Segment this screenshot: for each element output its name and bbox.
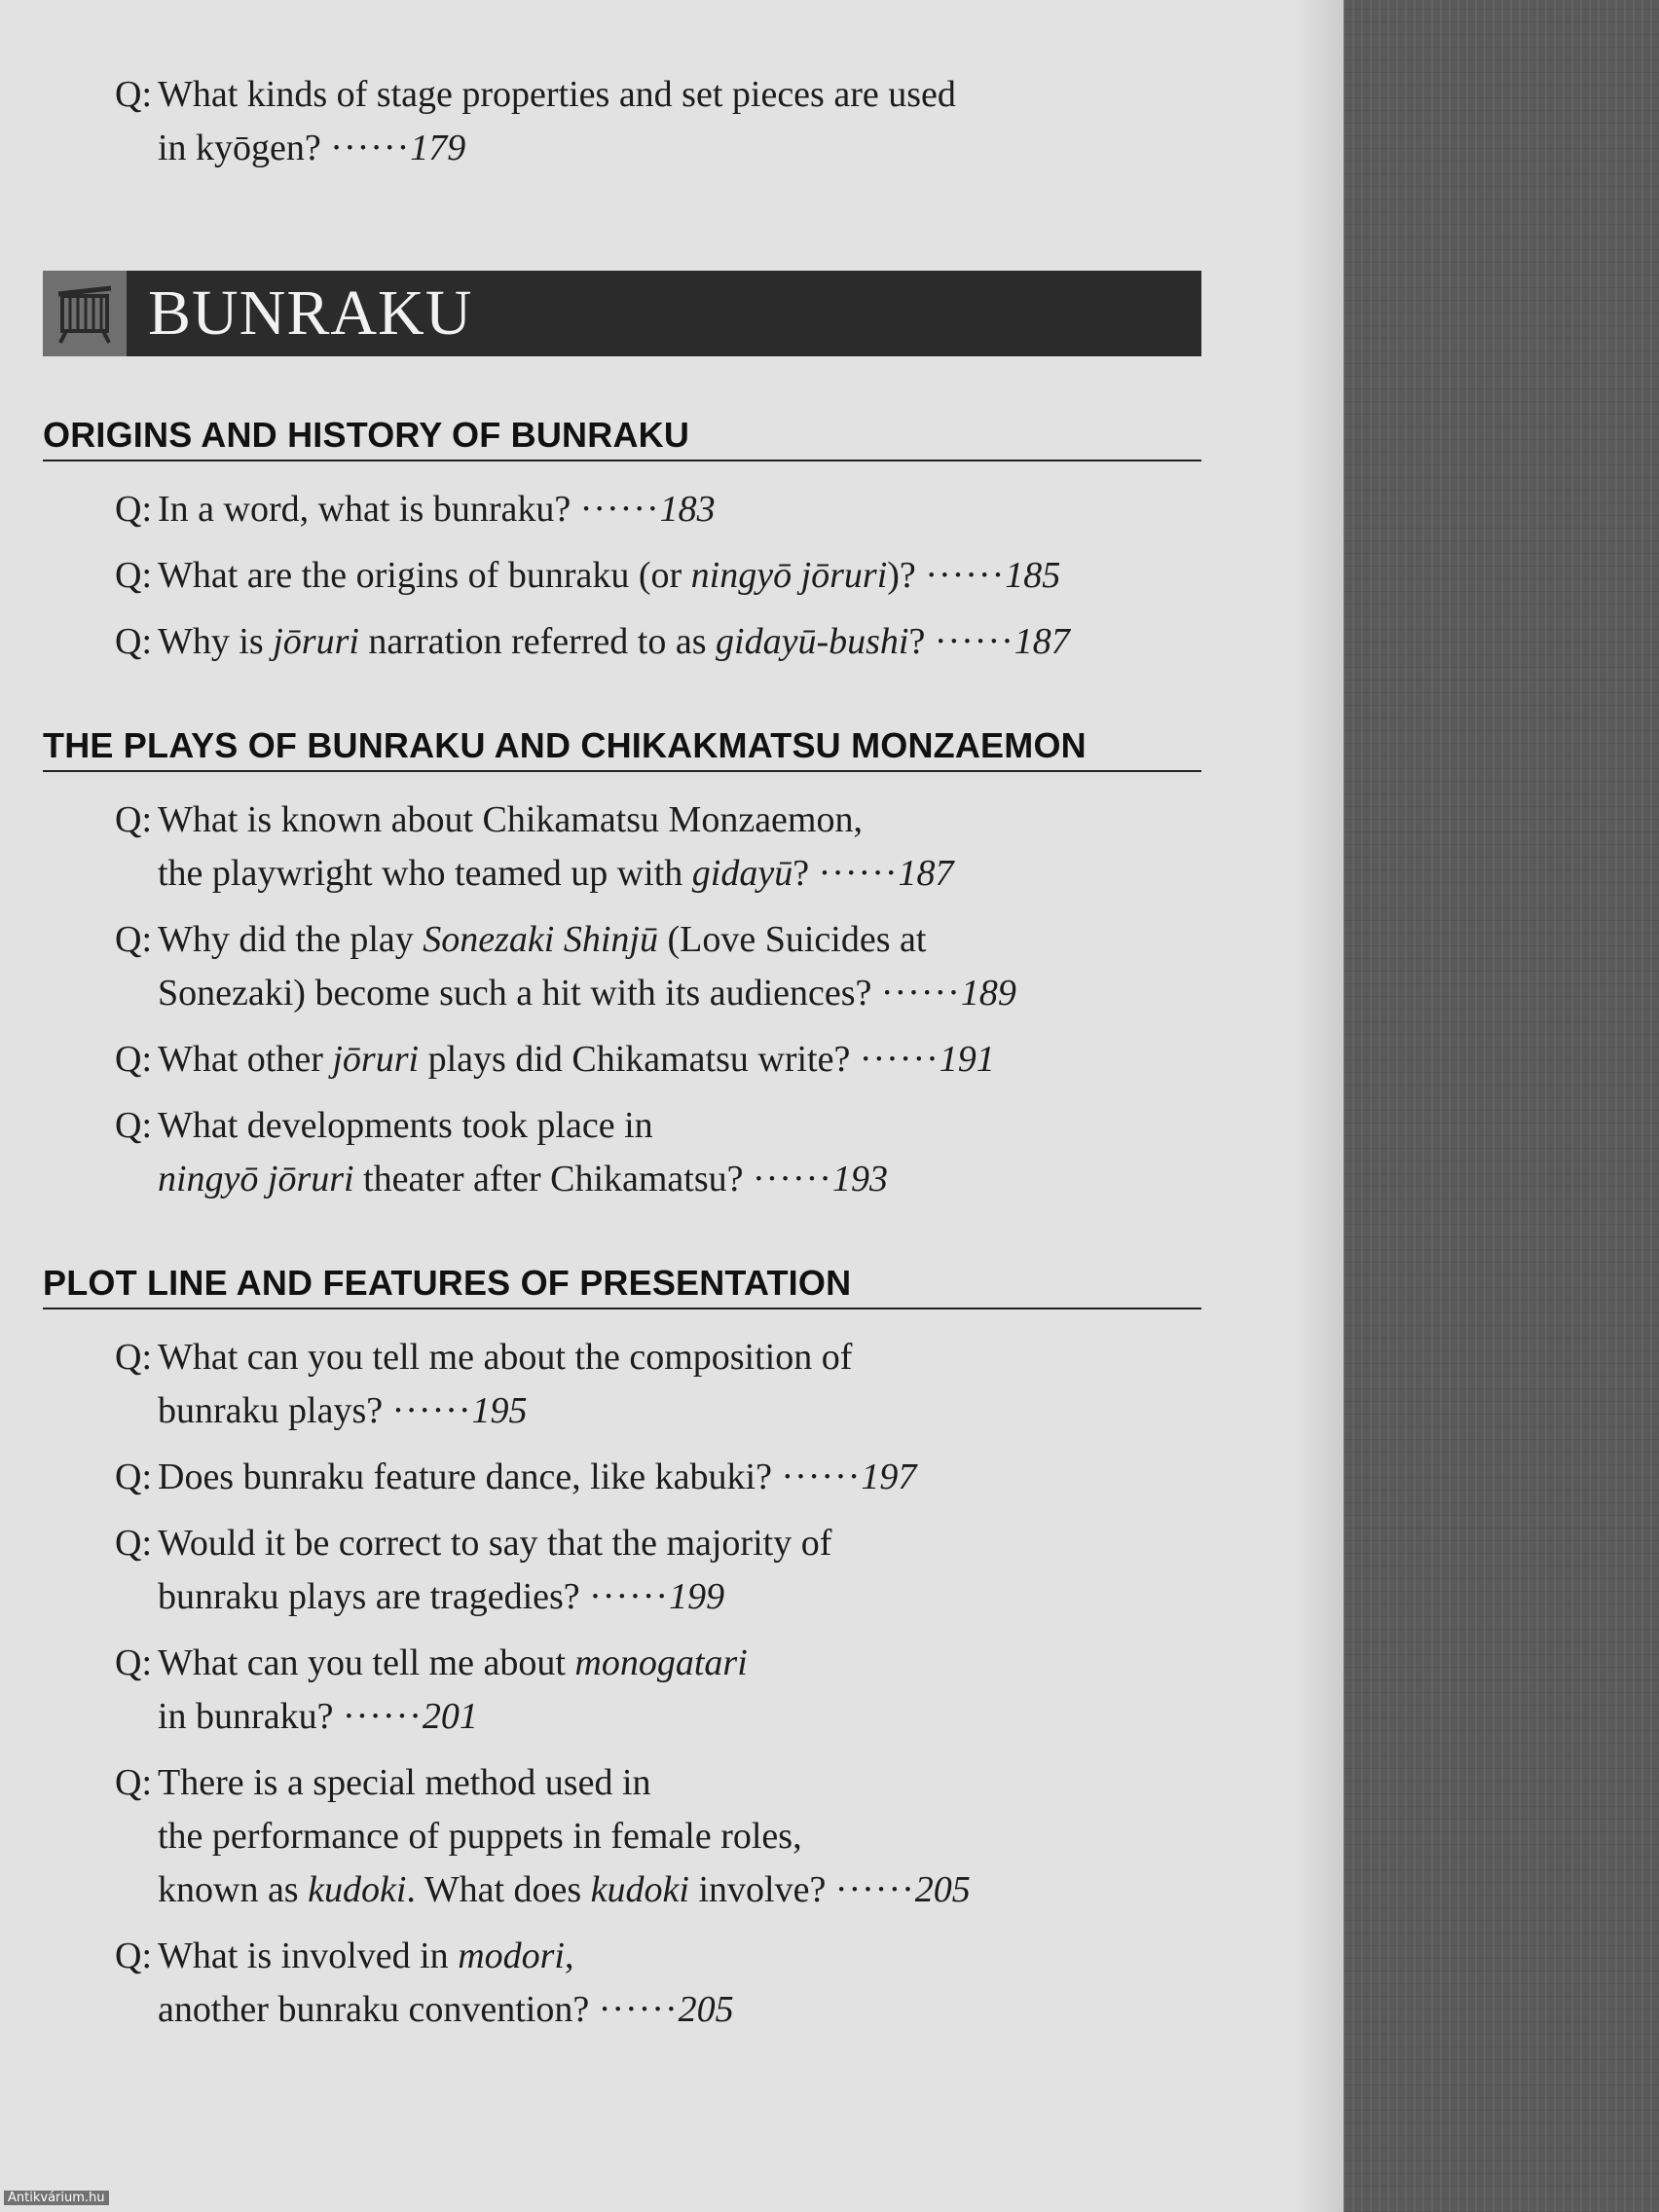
background-surface (1344, 0, 1659, 2212)
q-marker: Q: (115, 489, 152, 530)
q-marker: Q: (115, 1523, 152, 1564)
entry-text: narration referred to as (358, 621, 717, 662)
entry-text: involve? (688, 1869, 835, 1910)
leader-dots: ······ (925, 555, 1006, 596)
entry-italic: kudoki (590, 1869, 689, 1910)
entry-line (158, 1930, 1211, 1983)
entry-line (158, 122, 1211, 175)
page-number: 193 (831, 1159, 888, 1199)
watermark: Antikvárium.hu (4, 2191, 109, 2205)
toc-entry (43, 1756, 1211, 1917)
q-marker: Q: (115, 1936, 152, 1976)
leader-dots: ······ (579, 489, 660, 530)
leader-dots: ······ (818, 853, 899, 894)
entry-text: What other (158, 1039, 333, 1080)
leader-dots: ······ (859, 1039, 940, 1080)
q-marker: Q: (115, 555, 152, 596)
entry-text: What are the origins of bunraku (or (158, 555, 691, 596)
leader-dots: ······ (880, 973, 961, 1014)
toc-entry (43, 1451, 1211, 1504)
toc-entry (43, 913, 1211, 1020)
entry-line (158, 1983, 1211, 2037)
entry-text: ? (908, 621, 935, 662)
entry-text: in kyōgen? (158, 128, 331, 168)
entry-line: the performance of puppets in female roles, (158, 1816, 802, 1857)
leader-dots: ······ (834, 1869, 915, 1910)
entry-text: (Love Suicides at (657, 919, 927, 960)
page-number: 187 (1014, 621, 1070, 662)
entry-text: another bunraku convention? (158, 1989, 599, 2030)
entry-line (158, 483, 1211, 536)
entry-text: known as (158, 1869, 309, 1910)
entry-text: Why did the play (158, 919, 424, 960)
q-marker: Q: (115, 74, 152, 115)
toc-entry (43, 615, 1211, 669)
entry-text: bunraku plays? (158, 1390, 392, 1431)
page-number: 205 (678, 1989, 734, 2030)
banner-icon-box (43, 271, 127, 356)
entry-text: Does bunraku feature dance, like kabuki? (158, 1456, 782, 1497)
entry-text: Why is (158, 621, 274, 662)
entry-line (158, 1637, 1211, 1690)
entry-line (158, 847, 1211, 901)
entry-text: What is involved in (158, 1936, 459, 1976)
entry-text: plays did Chikamatsu write? (419, 1039, 860, 1080)
entry-italic: gidayū (691, 853, 793, 894)
page-number: 199 (669, 1576, 725, 1617)
q-marker: Q: (115, 919, 152, 960)
entry-italic: jōruri (273, 621, 359, 662)
entry-line (158, 615, 1211, 669)
q-marker: Q: (115, 799, 152, 840)
entry-text: the playwright who teamed up with (158, 853, 692, 894)
toc-entry (43, 549, 1211, 603)
toc-entry (43, 1331, 1211, 1438)
leader-dots: ······ (589, 1576, 670, 1617)
page-number: 179 (410, 128, 466, 168)
entry-italic: ningyō jōruri (158, 1159, 354, 1199)
page-number: 201 (422, 1696, 478, 1737)
chapter-banner (43, 271, 1201, 356)
toc-entry (43, 1930, 1211, 2037)
entry-italic: Sonezaki Shinjū (423, 919, 658, 960)
toc-entry (43, 483, 1211, 536)
q-marker: Q: (115, 1762, 152, 1803)
entry-text: What can you tell me about (158, 1642, 575, 1683)
section-heading-plot: PLOT LINE AND FEATURES OF PRESENTATION (43, 1263, 1201, 1309)
q-marker: Q: (115, 1337, 152, 1378)
leader-dots: ······ (391, 1390, 472, 1431)
page-number: 183 (659, 489, 716, 530)
section-heading-origins: ORIGINS AND HISTORY OF BUNRAKU (43, 415, 1201, 461)
entry-text: ? (793, 853, 819, 894)
entry-line (158, 1384, 1211, 1438)
entry-line (158, 1033, 1211, 1087)
page-number: 195 (471, 1390, 528, 1431)
leader-dots: ······ (781, 1456, 862, 1497)
entry-italic: kudoki (308, 1869, 407, 1910)
entry-line: There is a special method used in (158, 1762, 651, 1803)
entry-text: In a word, what is bunraku? (158, 489, 580, 530)
toc-entry (43, 1637, 1211, 1744)
page-number: 205 (914, 1869, 971, 1910)
entry-line: What is known about Chikamatsu Monzaemon, (158, 799, 863, 840)
toc-entry (43, 793, 1211, 901)
toc-entry (43, 1033, 1211, 1087)
leader-dots: ······ (934, 621, 1014, 662)
q-marker: Q: (115, 1039, 152, 1080)
entry-line (158, 1570, 1211, 1624)
q-marker: Q: (115, 621, 152, 662)
entry-text: , (564, 1936, 574, 1976)
entry-text: bunraku plays are tragedies? (158, 1576, 590, 1617)
q-marker: Q: (115, 1642, 152, 1683)
entry-italic: ningyō jōruri (690, 555, 888, 596)
entry-line (158, 1690, 1211, 1744)
chapter-title: BUNRAKU (148, 277, 473, 349)
q-marker: Q: (115, 1456, 152, 1497)
page-number: 185 (1005, 555, 1061, 596)
q-marker: Q: (115, 1105, 152, 1146)
table-of-contents (43, 68, 1211, 2049)
toc-entry (43, 1099, 1211, 1206)
puppet-theater-icon (56, 282, 113, 345)
entry-line: Would it be correct to say that the majority of (158, 1523, 832, 1564)
entry-italic: monogatari (574, 1642, 748, 1683)
entry-text: theater after Chikamatsu? (353, 1159, 753, 1199)
entry-text: )? (887, 555, 926, 596)
entry-text: . What does (406, 1869, 591, 1910)
page-number: 189 (960, 973, 1016, 1014)
page-number: 191 (939, 1039, 995, 1080)
entry-line (158, 1451, 1211, 1504)
entry-italic: modori (458, 1936, 565, 1976)
entry-line: What developments took place in (158, 1105, 653, 1146)
entry-italic: gidayū-bushi (716, 621, 909, 662)
entry-line (158, 913, 1211, 967)
entry-text: in bunraku? (158, 1696, 343, 1737)
entry-line (158, 1863, 1211, 1917)
entry-line: What can you tell me about the composition of (158, 1337, 853, 1378)
toc-entry (43, 1517, 1211, 1624)
entry-line (158, 967, 1211, 1020)
entry-line (158, 549, 1211, 603)
leader-dots: ······ (598, 1989, 679, 2030)
entry-italic: jōruri (332, 1039, 420, 1080)
page-number: 187 (898, 853, 954, 894)
toc-entry-kyogen-props (43, 68, 1211, 175)
section-heading-plays: THE PLAYS OF BUNRAKU AND CHIKAKMATSU MONZAEMON (43, 725, 1201, 772)
entry-line: What kinds of stage properties and set pieces are used (158, 74, 956, 115)
leader-dots: ······ (753, 1159, 832, 1199)
entry-line (158, 1153, 1211, 1206)
leader-dots: ······ (330, 128, 411, 168)
leader-dots: ······ (342, 1696, 423, 1737)
entry-text: Sonezaki) become such a hit with its audiences? (158, 973, 881, 1014)
page-number: 197 (861, 1456, 917, 1497)
